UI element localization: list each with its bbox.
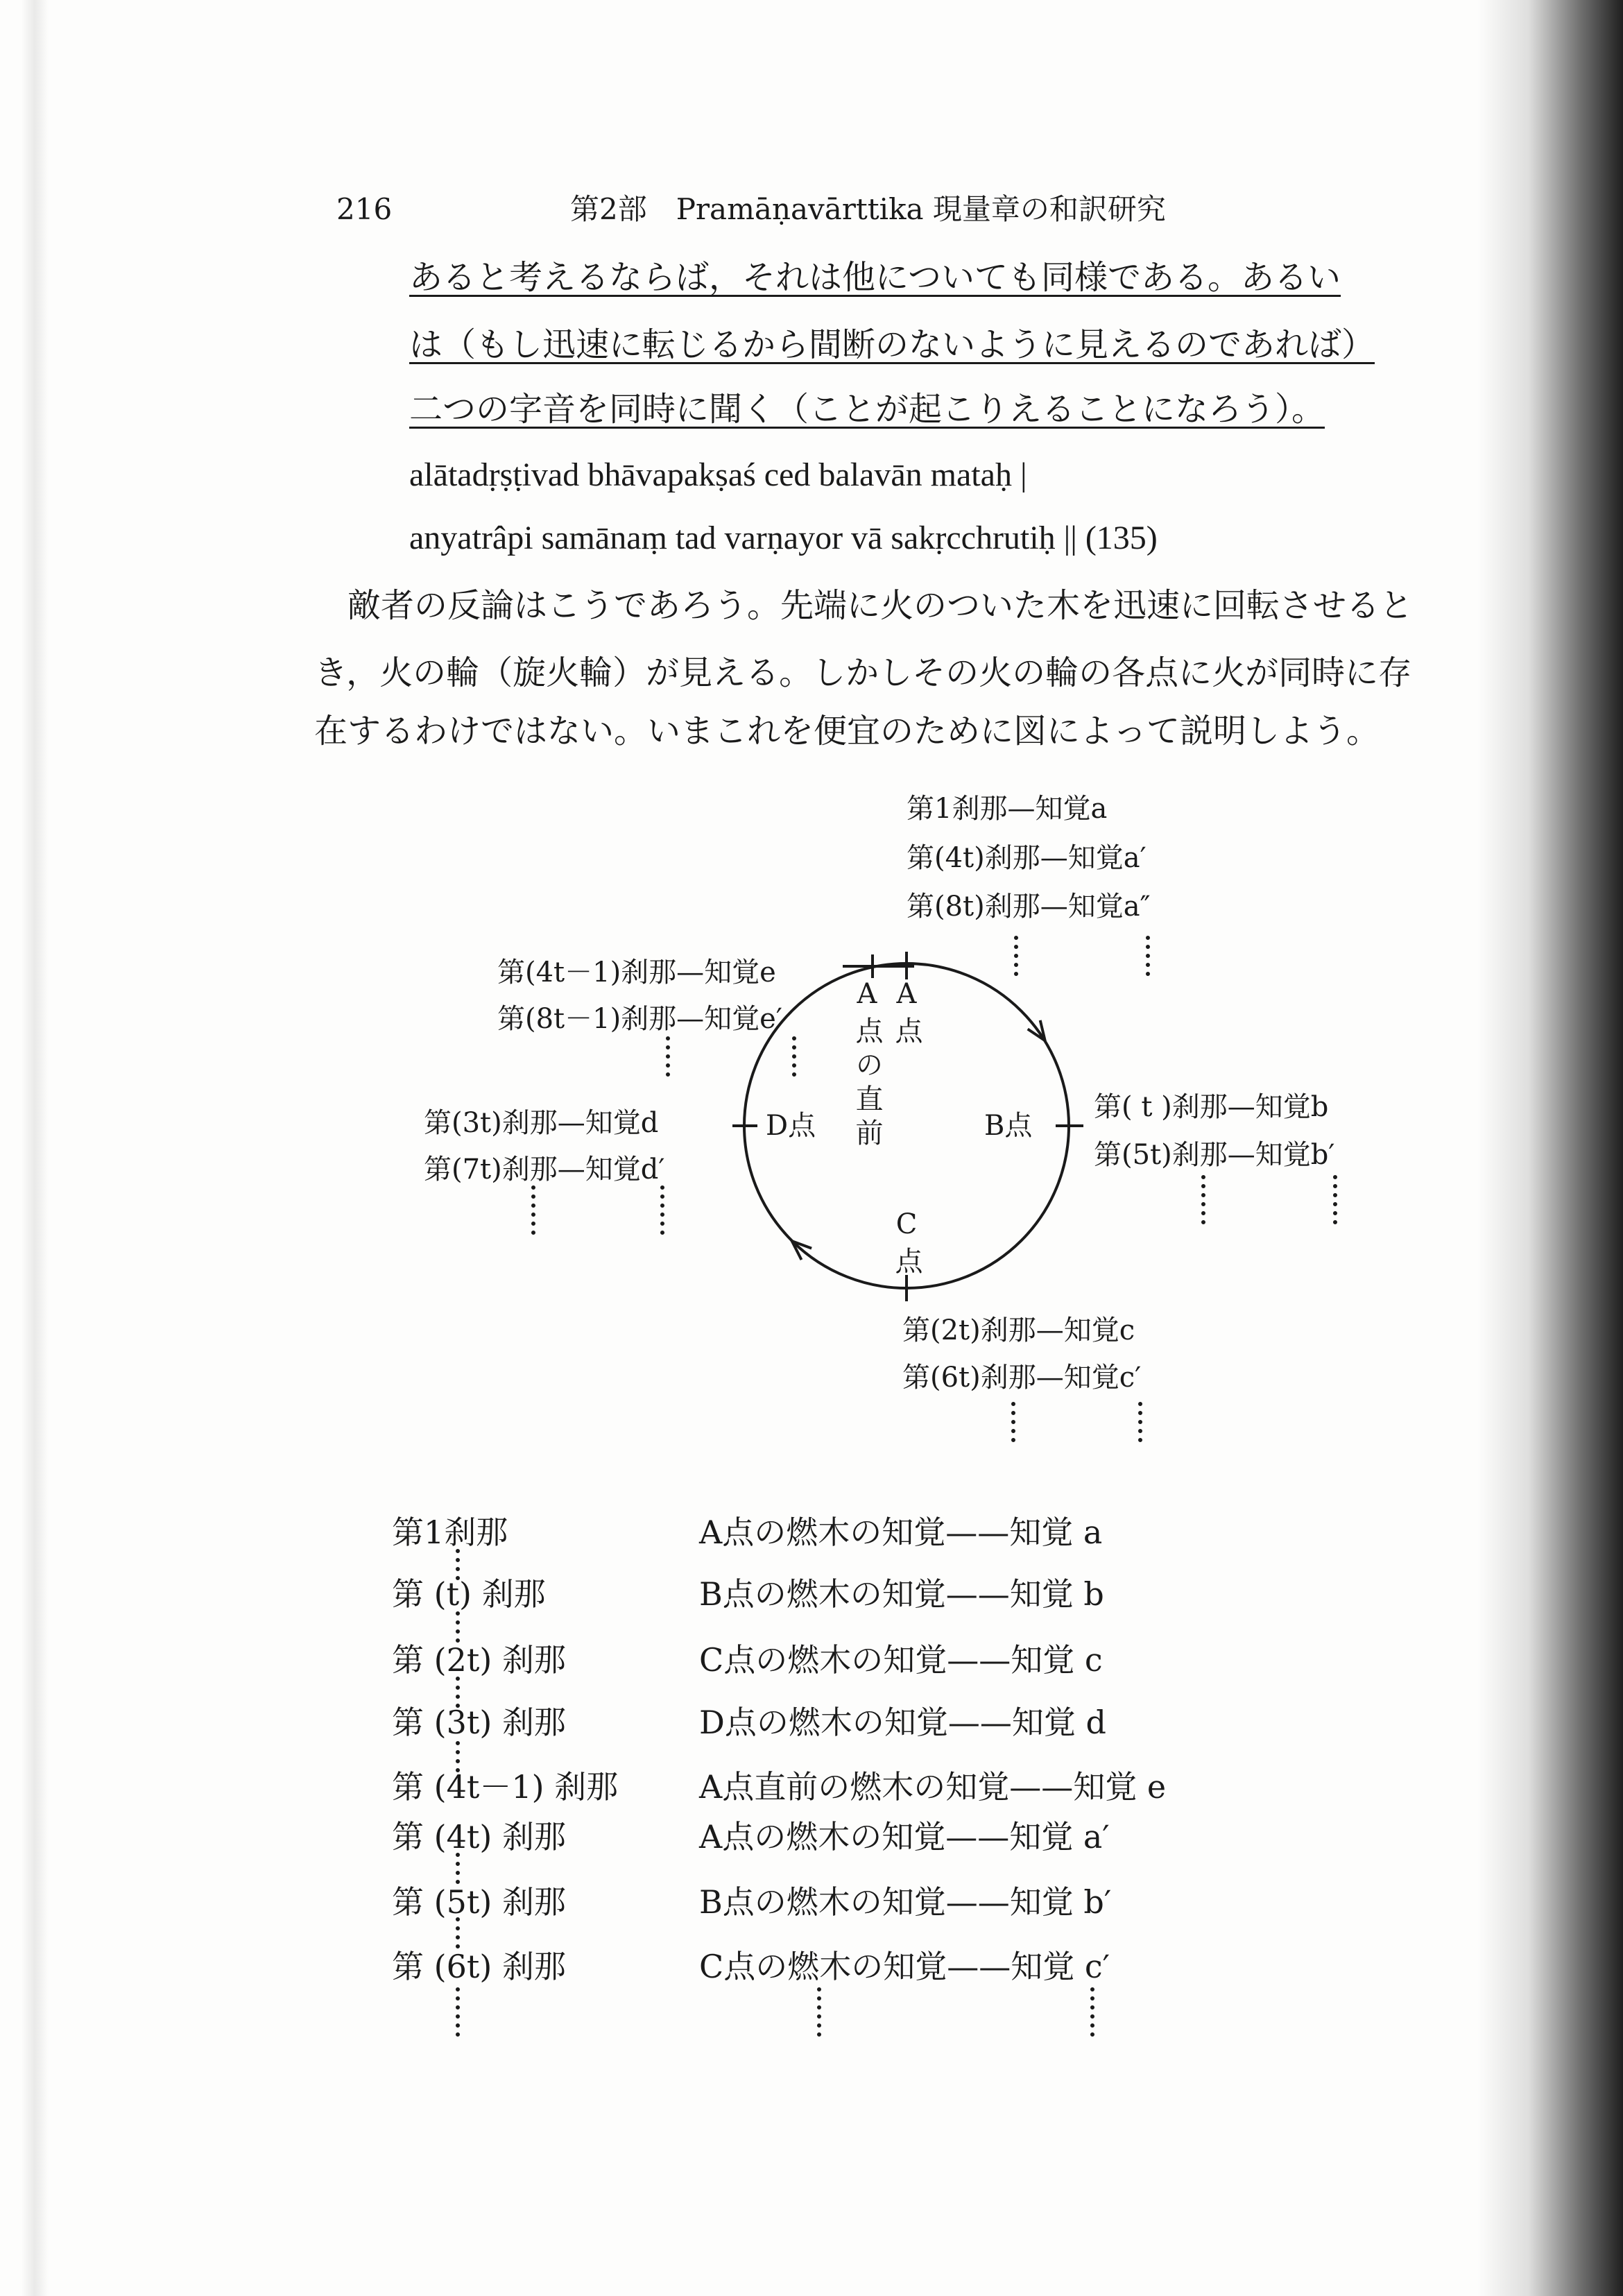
- moment-label-a: 第1刹那—知覚a: [907, 793, 1108, 825]
- table-perception: A点の燃木の知覚——知覚 a′: [699, 1818, 1110, 1856]
- moment-label-c: 第(2t)刹那—知覚c: [902, 1314, 1135, 1346]
- moment-label-a-prime: 第(4t)刹那—知覚a′: [907, 842, 1147, 874]
- table-moment: 第 (2t) 刹那: [392, 1641, 566, 1679]
- point-label-a: A点: [891, 978, 922, 1050]
- moment-label-d-prime: 第(7t)刹那—知覚d′: [424, 1154, 665, 1185]
- paragraph-line-2: き，火の輪（旋火輪）が見える。しかしその火の輪の各点に火が同時に存: [314, 653, 1412, 692]
- translation-line-3: 二つの字音を同時に聞く（ことが起こりえることになろう）。: [409, 390, 1325, 429]
- moment-label-d: 第(3t)刹那—知覚d: [424, 1107, 659, 1139]
- table-moment: 第 (3t) 刹那: [392, 1704, 566, 1741]
- point-label-a-before: A点の直前: [851, 978, 883, 1152]
- scan-left-edge-shadow: [21, 0, 49, 2296]
- table-moment: 第 (5t) 刹那: [392, 1883, 566, 1921]
- point-label-c: C点: [891, 1208, 922, 1280]
- page-number: 216: [336, 192, 393, 226]
- rotation-arrow-upper-right: [1028, 1020, 1045, 1040]
- paragraph-line-3: 在するわけではない。いまこれを便宜のために図によって説明しよう。: [314, 712, 1380, 751]
- rotation-arrow-lower-left: [792, 1241, 812, 1260]
- point-label-d: D点: [766, 1110, 816, 1142]
- table-perception: D点の燃木の知覚——知覚 d: [699, 1704, 1106, 1741]
- table-perception: A点直前の燃木の知覚——知覚 e: [699, 1768, 1167, 1806]
- table-perception: C点の燃木の知覚——知覚 c: [699, 1641, 1103, 1679]
- moment-label-b: 第( t )刹那—知覚b: [1094, 1091, 1329, 1123]
- point-label-b: B点: [984, 1110, 1033, 1142]
- running-title: 第2部 Pramāṇavārttika 現量章の和訳研究: [570, 192, 1166, 226]
- table-perception: B点の燃木の知覚——知覚 b: [699, 1575, 1104, 1613]
- scan-right-edge-shadow: [1477, 0, 1623, 2296]
- moment-label-e-prime: 第(8t－1)刹那—知覚e′: [497, 1003, 782, 1035]
- paragraph-line-1: 敵者の反論はこうであろう。先端に火のついた木を迅速に回転させると: [347, 586, 1414, 625]
- table-moment: 第 (4t－1) 刹那: [392, 1768, 619, 1806]
- table-moment: 第 (4t) 刹那: [392, 1818, 566, 1856]
- table-moment: 第1刹那: [392, 1514, 508, 1551]
- moment-label-c-prime: 第(6t)刹那—知覚c′: [902, 1362, 1142, 1394]
- table-perception: B点の燃木の知覚——知覚 b′: [699, 1883, 1112, 1921]
- moment-label-a-double-prime: 第(8t)刹那—知覚a″: [907, 891, 1151, 923]
- table-perception: C点の燃木の知覚——知覚 c′: [699, 1948, 1110, 1985]
- verse-line-2: anyatrâpi samānaṃ tad varṇayor vā sakṛcchrutiḥ || (135): [409, 520, 1158, 556]
- translation-line-1: あると考えるならば，それは他についても同様である。あるい: [409, 258, 1341, 297]
- table-perception: A点の燃木の知覚——知覚 a: [699, 1514, 1103, 1551]
- moment-label-b-prime: 第(5t)刹那—知覚b′: [1094, 1139, 1335, 1171]
- table-moment: 第 (t) 刹那: [392, 1575, 546, 1613]
- moment-label-e: 第(4t－1)刹那—知覚e: [497, 957, 776, 988]
- verse-line-1: alātadṛṣṭivad bhāvapakṣaś ced balavān mataḥ |: [409, 456, 1027, 493]
- translation-line-2: は（もし迅速に転じるから間断のないように見えるのであれば）: [409, 325, 1375, 364]
- table-moment: 第 (6t) 刹那: [392, 1948, 566, 1985]
